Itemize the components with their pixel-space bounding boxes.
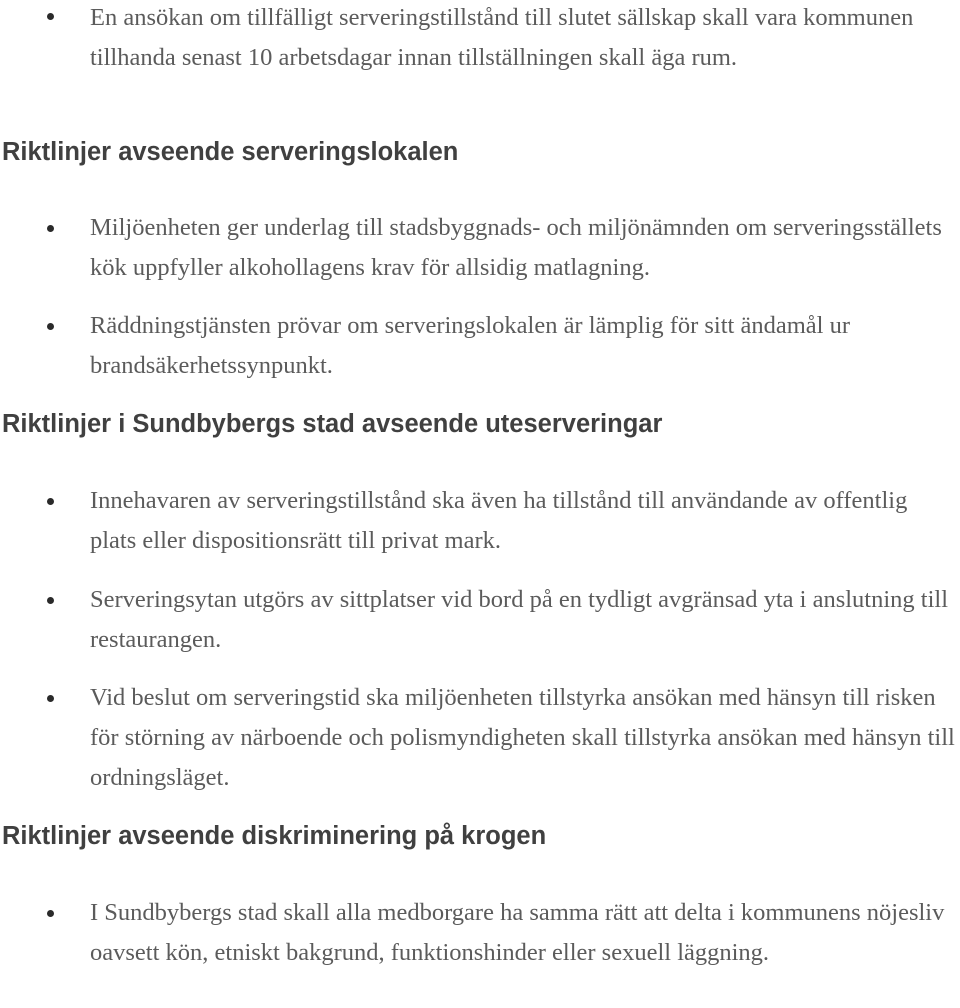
list-item: Vid beslut om serveringstid ska miljöenheten tillstyrka ansökan med hänsyn till risken för störning av närboende och polismyndigheten skall tillstyrka ansökan med hänsyn till ordningsläget. — [90, 684, 955, 791]
list-item: En ansökan om tillfälligt serveringstillstånd till slutet sällskap skall vara kommunen tillhanda senast 10 arbetsdagar innan tillställningen skall äga rum. — [90, 4, 914, 71]
list-item: I Sundbybergs stad skall alla medborgare ha samma rätt att delta i kommunens nöjesliv oavsett kön, etniskt bakgrund, funktionshinder eller sexuell läggning. — [90, 899, 945, 966]
section-heading: Riktlinjer i Sundbybergs stad avseende uteserveringar — [2, 410, 663, 438]
list-item: Räddningstjänsten prövar om serveringslokalen är lämplig för sitt ändamål ur brandsäkerhetssynpunkt. — [90, 312, 850, 379]
list-item: Innehavaren av serveringstillstånd ska även ha tillstånd till användande av offentlig plats eller dispositionsrätt till privat mark. — [90, 487, 908, 554]
bullet-icon — [47, 597, 54, 604]
section-heading: Riktlinjer avseende serveringslokalen — [2, 138, 459, 166]
section-heading: Riktlinjer avseende diskriminering på krogen — [2, 822, 547, 850]
bullet-icon — [47, 695, 54, 702]
bullet-icon — [47, 498, 54, 505]
bullet-icon — [47, 225, 54, 232]
bullet-icon — [47, 910, 54, 917]
list-item: Serveringsytan utgörs av sittplatser vid bord på en tydligt avgränsad yta i anslutning till restaurangen. — [90, 586, 949, 653]
bullet-icon — [47, 323, 54, 330]
bullet-icon — [47, 13, 54, 20]
list-item: Miljöenheten ger underlag till stadsbyggnads- och miljönämnden om serveringsställets kök uppfyller alkohollagens krav för allsidig matlagning. — [90, 214, 942, 281]
